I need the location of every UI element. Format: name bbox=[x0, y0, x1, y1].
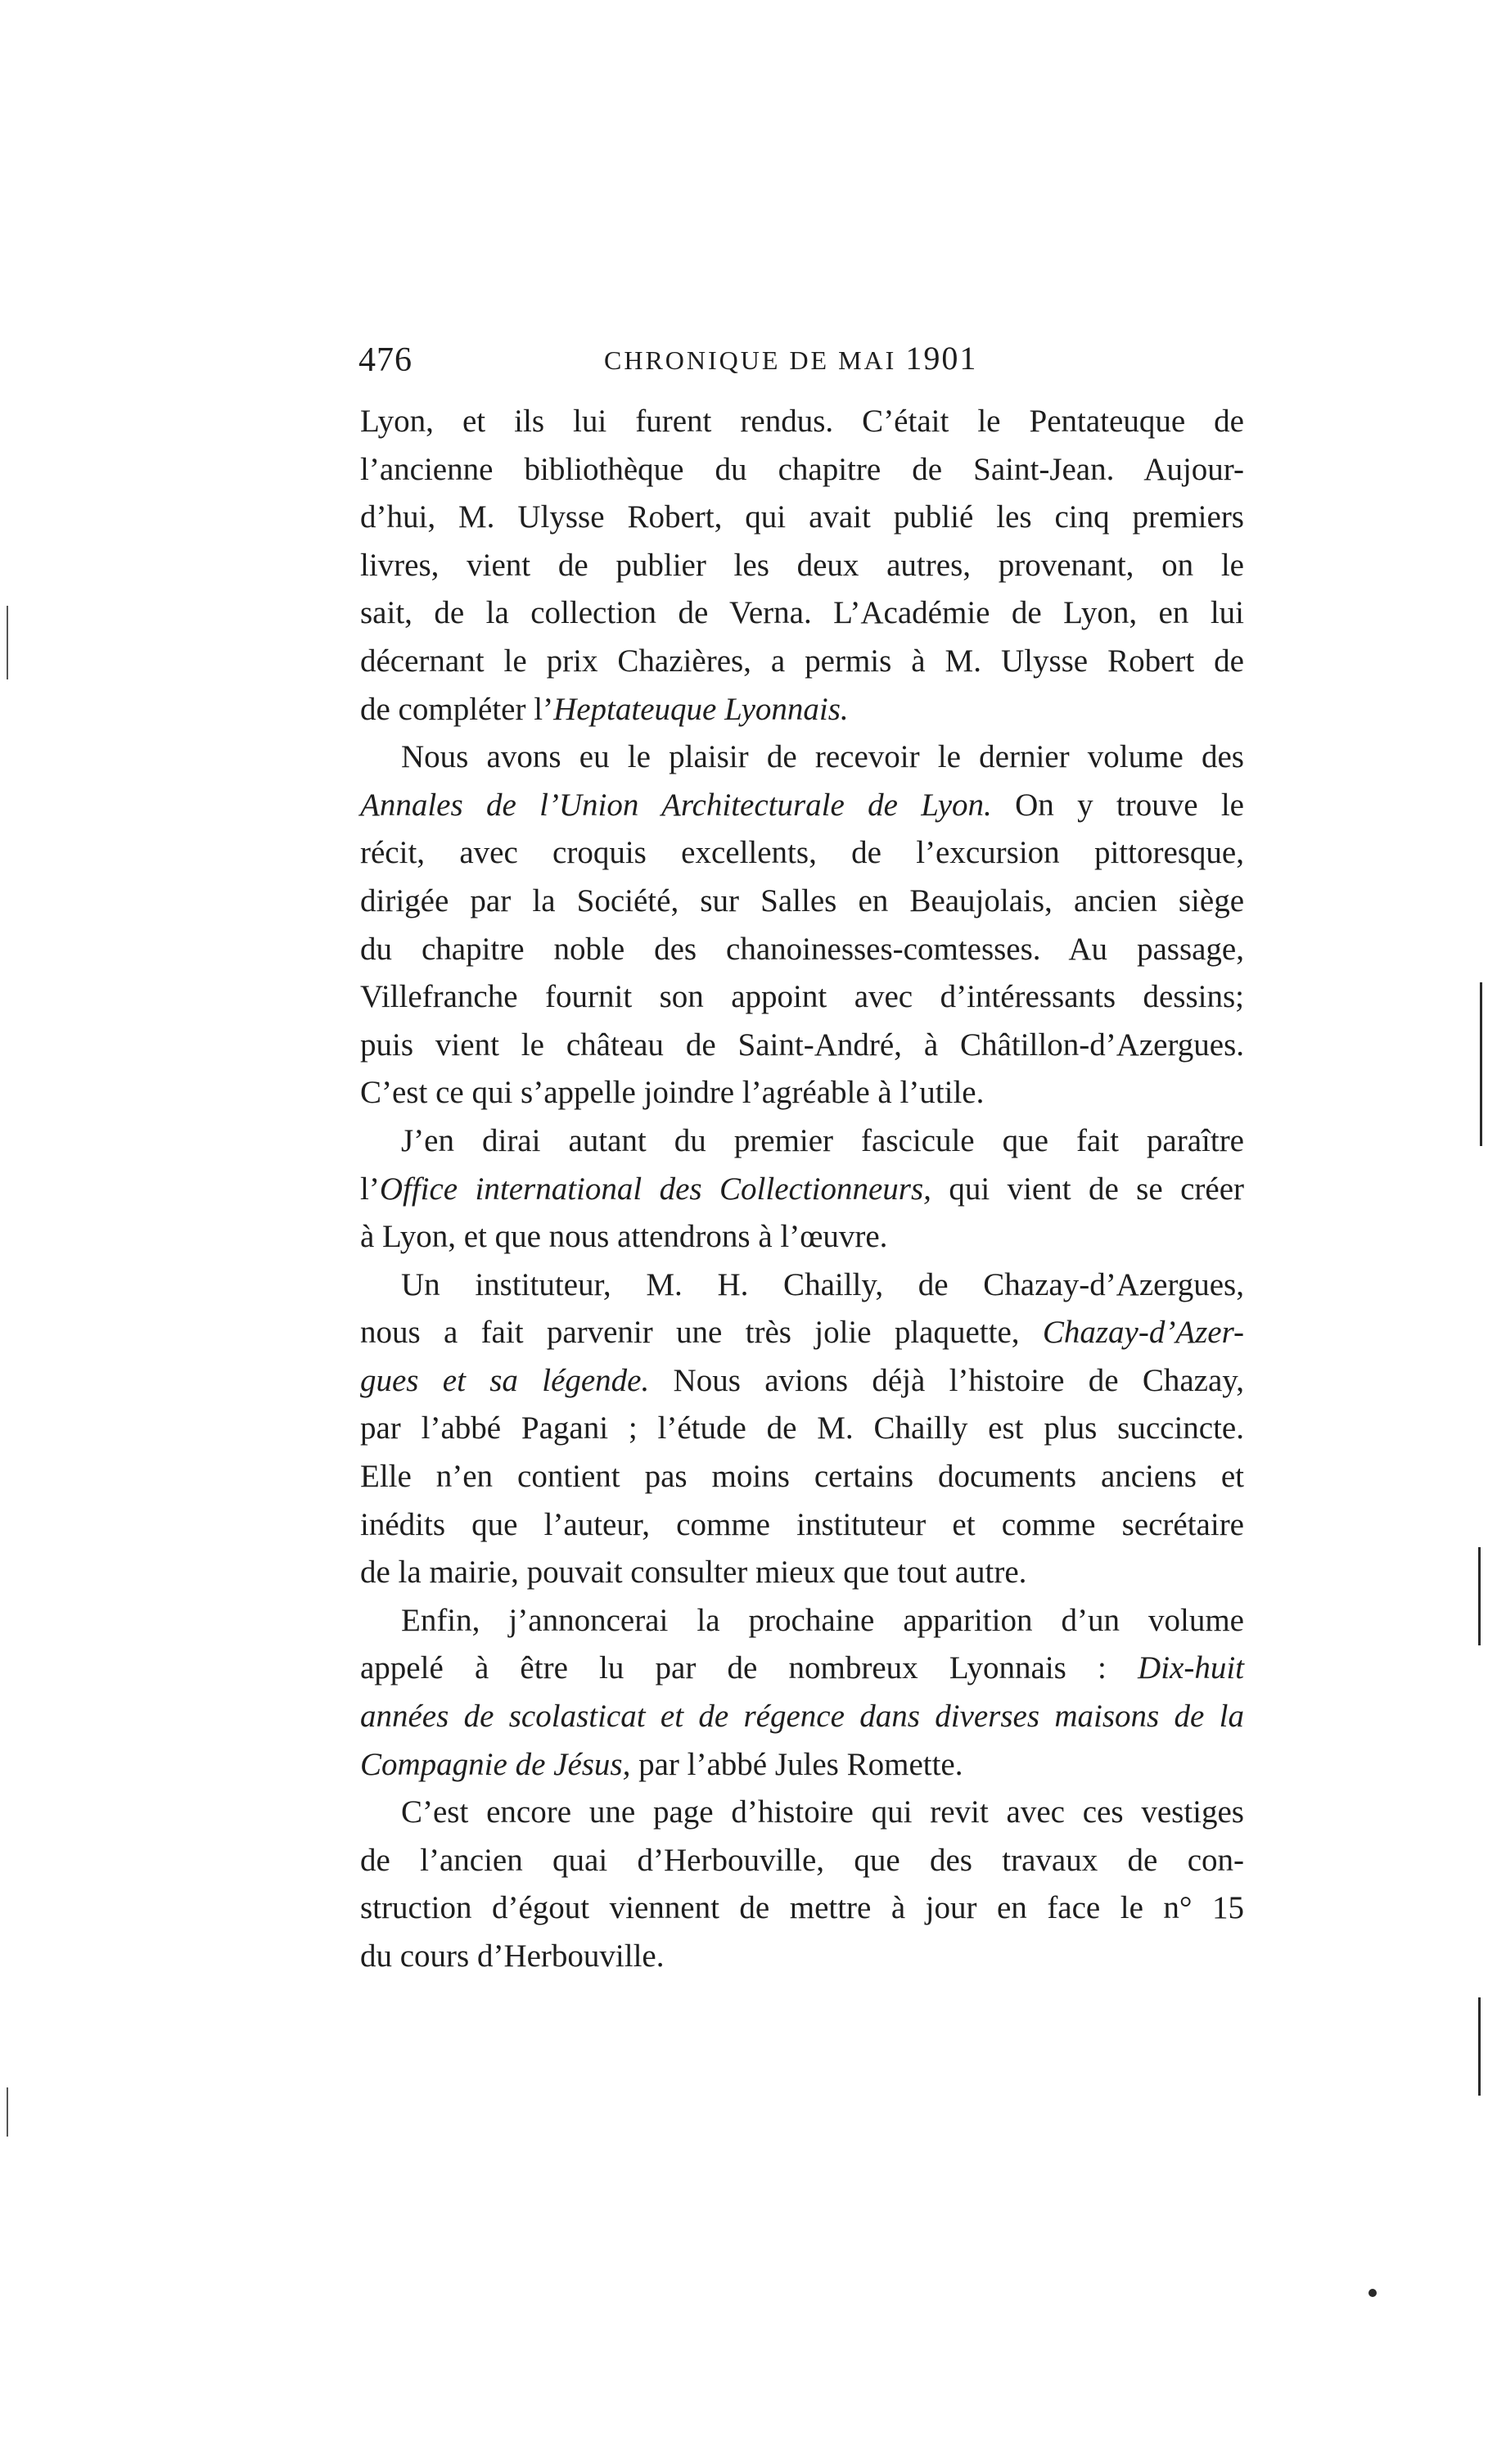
text-line bbox=[360, 1069, 1244, 1117]
text-line bbox=[360, 1309, 1244, 1357]
italic-title: gues et sa légende. bbox=[360, 1362, 650, 1398]
scan-edge-mark bbox=[1368, 2289, 1377, 2297]
scan-edge-mark bbox=[1478, 1547, 1481, 1645]
text-line bbox=[360, 1117, 1244, 1166]
paragraph bbox=[360, 733, 1244, 1117]
text-run: récit, avec croquis excellents, de l’excursion pittoresque, bbox=[360, 835, 1244, 871]
text-line bbox=[360, 878, 1244, 926]
italic-title: Compagnie de Jésus, bbox=[360, 1746, 631, 1782]
text-line bbox=[360, 589, 1244, 638]
page-number: 476 bbox=[358, 341, 413, 379]
text-run: C’est encore une page d’histoire qui revit avec ces vestiges bbox=[401, 1794, 1244, 1830]
body-text bbox=[360, 398, 1244, 1981]
running-header bbox=[358, 334, 1244, 391]
text-run: qui vient de se créer bbox=[931, 1171, 1244, 1207]
italic-title: Chazay-d’Azer- bbox=[1042, 1315, 1244, 1351]
text-line bbox=[360, 1789, 1244, 1837]
text-run: du chapitre noble des chanoinesses-comtesses. Au passage, bbox=[360, 931, 1244, 967]
paragraph bbox=[360, 1261, 1244, 1597]
text-line bbox=[360, 1166, 1244, 1214]
paragraph bbox=[360, 1597, 1244, 1789]
italic-title: Annales de l’Union Architecturale de Lyon. bbox=[360, 787, 992, 823]
text-run: livres, vient de publier les deux autres, provenant, on le bbox=[360, 547, 1244, 583]
italic-title: Heptateuque Lyonnais. bbox=[553, 691, 849, 727]
text-line bbox=[360, 542, 1244, 590]
text-line bbox=[360, 926, 1244, 974]
running-title-year: 1901 bbox=[905, 340, 978, 377]
text-line bbox=[360, 1405, 1244, 1453]
text-run: de compléter l’ bbox=[360, 691, 554, 727]
text-line bbox=[360, 1501, 1244, 1550]
text-line bbox=[360, 1549, 1244, 1597]
text-line bbox=[360, 1884, 1244, 1933]
text-run: par l’abbé Pagani ; l’étude de M. Chailly est plus succincte. bbox=[360, 1410, 1244, 1446]
italic-title: Office international des Collectionneurs, bbox=[379, 1171, 931, 1207]
scan-edge-mark bbox=[1480, 1072, 1482, 1146]
text-line bbox=[360, 1837, 1244, 1885]
text-line bbox=[360, 638, 1244, 686]
text-line bbox=[360, 1022, 1244, 1070]
scan-edge-mark bbox=[7, 2087, 8, 2137]
text-line bbox=[360, 1453, 1244, 1501]
text-run: à Lyon, et que nous attendrons à l’œuvre. bbox=[360, 1219, 888, 1255]
text-run: du cours d’Herbouville. bbox=[360, 1938, 665, 1974]
text-run: l’ bbox=[360, 1171, 380, 1207]
text-line bbox=[360, 782, 1244, 830]
text-run: Nous avons eu le plaisir de recevoir le dernier volume des bbox=[401, 739, 1244, 775]
text-run: Elle n’en contient pas moins certains documents anciens et bbox=[360, 1459, 1244, 1495]
text-run: de l’ancien quai d’Herbouville, que des travaux de con- bbox=[360, 1842, 1244, 1878]
text-line bbox=[360, 494, 1244, 542]
text-run: d’hui, M. Ulysse Robert, qui avait publié les cinq premiers bbox=[360, 499, 1244, 535]
paragraph bbox=[360, 1789, 1244, 1980]
text-line bbox=[360, 829, 1244, 878]
text-line bbox=[360, 1597, 1244, 1645]
text-run: par l’abbé Jules Romette. bbox=[630, 1746, 963, 1782]
text-run: Un instituteur, M. H. Chailly, de Chazay-d’Azergues, bbox=[401, 1266, 1244, 1302]
text-line bbox=[360, 686, 1244, 734]
text-line bbox=[360, 398, 1244, 446]
text-line bbox=[360, 1693, 1244, 1741]
text-run: inédits que l’auteur, comme instituteur et comme secrétaire bbox=[360, 1506, 1244, 1542]
paragraph bbox=[360, 398, 1244, 733]
text-line bbox=[360, 1213, 1244, 1261]
text-run: de la mairie, pouvait consulter mieux que tout autre. bbox=[360, 1555, 1027, 1591]
text-run: Lyon, et ils lui furent rendus. C’était le Pentateuque de bbox=[360, 404, 1244, 439]
running-title-text: CHRONIQUE DE MAI bbox=[604, 345, 897, 375]
scan-edge-mark bbox=[7, 606, 8, 679]
text-line bbox=[360, 1933, 1244, 1981]
text-run: appelé à être lu par de nombreux Lyonnais : bbox=[360, 1650, 1139, 1686]
text-run: Nous avions déjà l’histoire de Chazay, bbox=[649, 1362, 1244, 1398]
italic-title: Dix-huit bbox=[1138, 1650, 1244, 1686]
text-line bbox=[360, 1741, 1244, 1789]
text-run: C’est ce qui s’appelle joindre l’agréable à l’utile. bbox=[360, 1075, 985, 1111]
text-run: On y trouve le bbox=[991, 787, 1244, 823]
text-line bbox=[360, 1357, 1244, 1406]
text-line bbox=[360, 733, 1244, 782]
text-line bbox=[360, 1645, 1244, 1693]
italic-title: années de scolasticat et de régence dans diverses maisons de la bbox=[360, 1699, 1244, 1735]
text-run: puis vient le château de Saint-André, à Châtillon-d’Azergues. bbox=[360, 1027, 1244, 1063]
text-run: décernant le prix Chazières, a permis à M. Ulysse Robert de bbox=[360, 643, 1244, 679]
paragraph bbox=[360, 1117, 1244, 1261]
text-run: sait, de la collection de Verna. L’Académie de Lyon, en lui bbox=[360, 595, 1244, 631]
text-run: J’en dirai autant du premier fascicule que fait paraître bbox=[401, 1122, 1244, 1158]
running-title bbox=[604, 339, 977, 377]
text-run: l’ancienne bibliothèque du chapitre de Saint-Jean. Aujour- bbox=[360, 451, 1244, 487]
text-run: nous a fait parvenir une très jolie plaquette, bbox=[360, 1315, 1043, 1351]
scan-edge-mark bbox=[1478, 1997, 1481, 2096]
text-run: Enfin, j’annoncerai la prochaine apparition d’un volume bbox=[401, 1602, 1244, 1638]
text-run: Villefranche fournit son appoint avec d’intéressants dessins; bbox=[360, 979, 1244, 1015]
text-line bbox=[360, 973, 1244, 1022]
text-line bbox=[360, 446, 1244, 494]
text-run: dirigée par la Société, sur Salles en Beaujolais, ancien siège bbox=[360, 882, 1244, 918]
text-line bbox=[360, 1261, 1244, 1310]
text-run: struction d’égout viennent de mettre à jour en face le n° 15 bbox=[360, 1890, 1244, 1926]
